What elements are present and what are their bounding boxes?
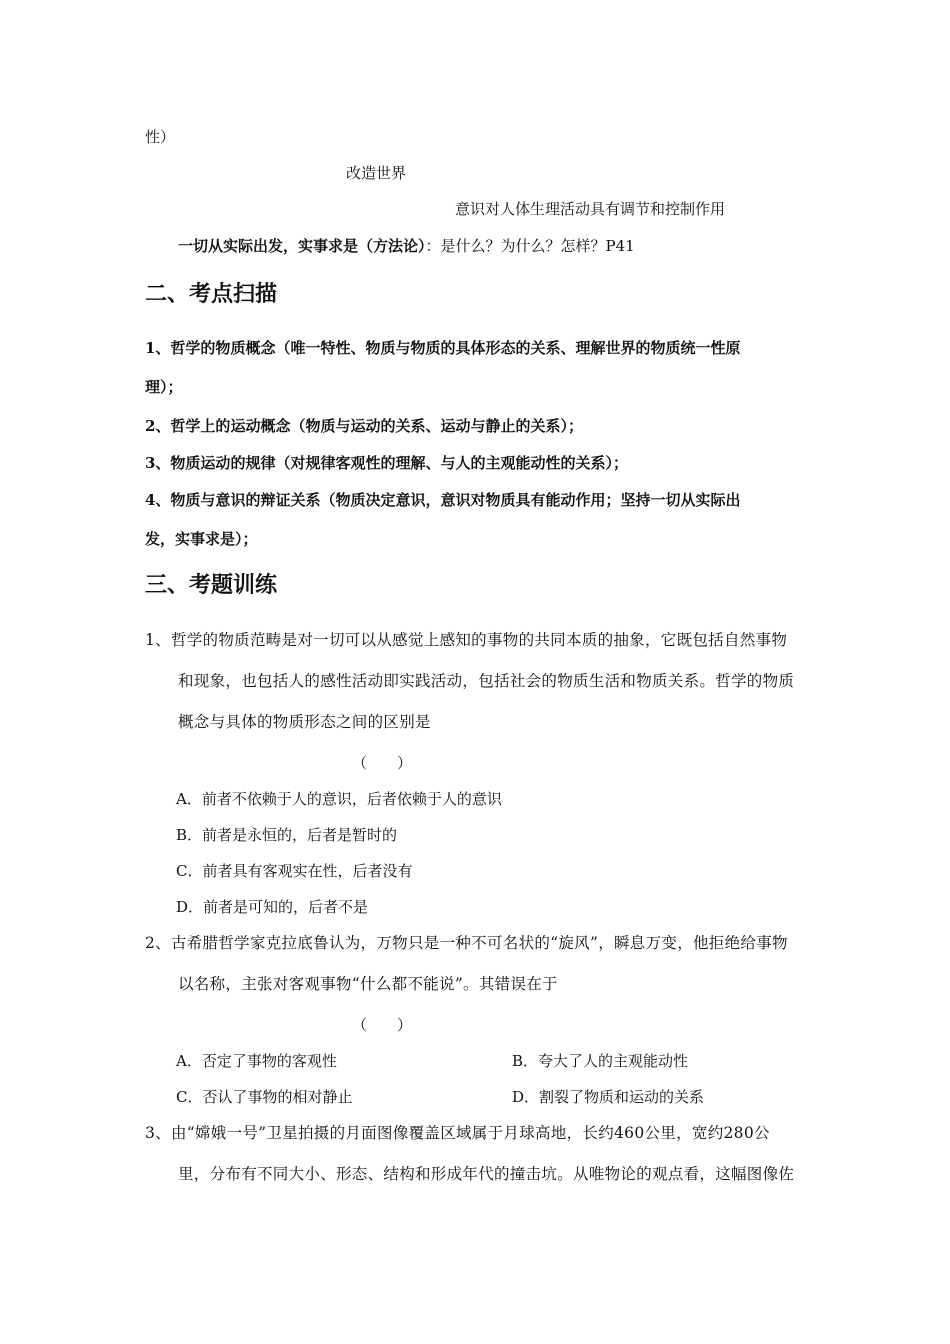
option-d: D．前者是可知的，后者不是 <box>176 898 369 916</box>
option-b: B．前者是永恒的，后者是暂时的 <box>176 826 398 844</box>
methodology-rest: ：是什么？为什么？怎样？P41 <box>425 237 635 255</box>
text-line: 意识对人体生理活动具有调节和控制作用 <box>455 200 726 218</box>
option-d: D．割裂了物质和运动的关系 <box>512 1088 705 1106</box>
text-line: 性） <box>145 128 176 146</box>
question-text: 1、哲学的物质范畴是对一切可以从感觉上感知的事物的共同本质的抽象，它既包括自然事物 <box>145 631 788 649</box>
question-text: 以名称，主张对客观事物“什么都不能说”。其错误在于 <box>178 975 558 993</box>
question-text: 2、古希腊哲学家克拉底鲁认为，万物只是一种不可名状的“旋风”，瞬息万变，他拒绝给事物 <box>145 934 788 952</box>
option-a: A．前者不依赖于人的意识，后者依赖于人的意识 <box>176 790 502 808</box>
answer-blank: （ ） <box>352 1016 413 1034</box>
section-heading: 三、考题训练 <box>145 573 278 598</box>
option-c: C．前者具有客观实在性，后者没有 <box>176 862 413 880</box>
list-item: 理）； <box>145 378 183 396</box>
answer-blank: （ ） <box>352 754 413 772</box>
option-a: A．否定了事物的客观性 <box>176 1052 337 1070</box>
question-text: 3、由“嫦娥一号”卫星拍摄的月面图像覆盖区域属于月球高地，长约460公里，宽约280公 <box>145 1124 770 1142</box>
list-item: 1、哲学的物质概念（唯一特性、物质与物质的具体形态的关系、理解世界的物质统一性原 <box>145 339 741 357</box>
methodology-bold: 一切从实际出发，实事求是（方法论） <box>178 237 426 255</box>
question-text: 和现象，也包括人的感性活动即实践活动，包括社会的物质生活和物质关系。哲学的物质 <box>178 672 795 690</box>
question-text: 概念与具体的物质形态之间的区别是 <box>178 713 431 731</box>
question-text: 里，分布有不同大小、形态、结构和形成年代的撞击坑。从唯物论的观点看，这幅图像佐 <box>178 1165 795 1183</box>
list-item: 3、物质运动的规律（对规律客观性的理解、与人的主观能动性的关系）； <box>145 454 628 472</box>
list-item: 2、哲学上的运动概念（物质与运动的关系、运动与静止的关系）； <box>145 417 583 435</box>
text-line: 改造世界 <box>346 164 407 182</box>
section-heading: 二、考点扫描 <box>145 282 278 307</box>
list-item: 4、物质与意识的辩证关系（物质决定意识，意识对物质具有能动作用；坚持一切从实际出 <box>145 491 741 509</box>
list-item: 发，实事求是）； <box>145 530 258 548</box>
methodology-line <box>178 236 635 256</box>
option-c: C．否认了事物的相对静止 <box>176 1088 353 1106</box>
option-b: B．夸大了人的主观能动性 <box>512 1052 689 1070</box>
